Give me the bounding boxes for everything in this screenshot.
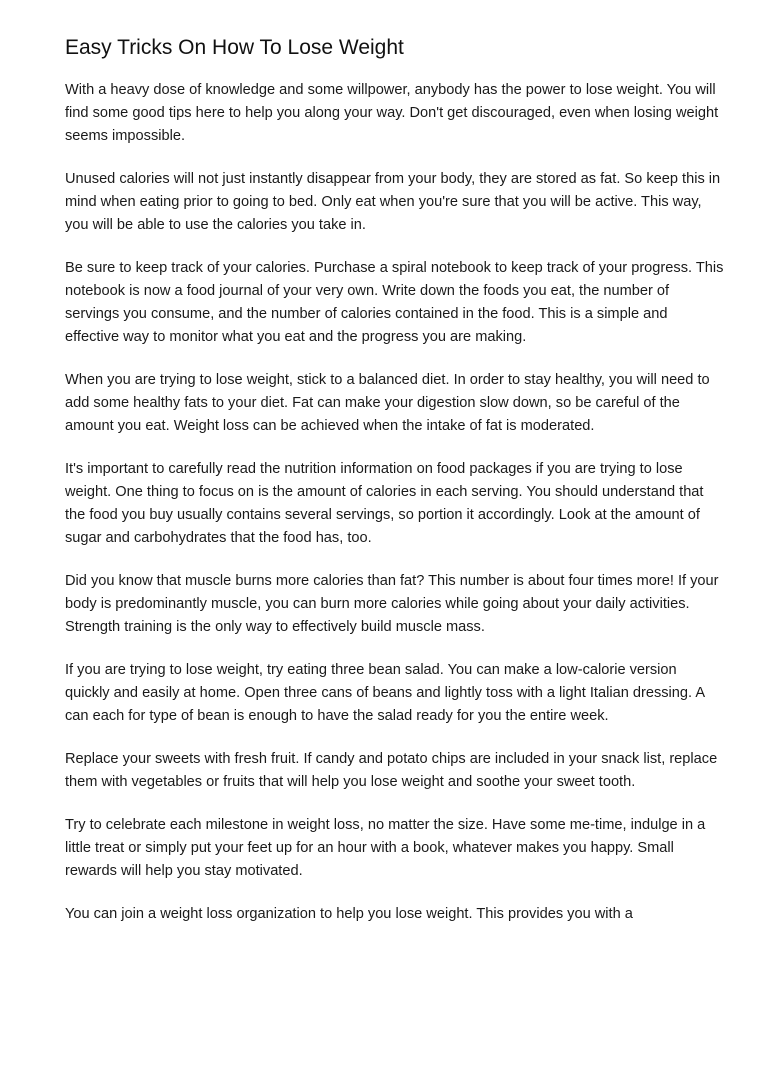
paragraph-3: Be sure to keep track of your calories. Purchase a spiral notebook to keep track of your progress. This notebook is now a food journal of your very own. Write down the foods you eat, the number of servings you consume, and the number of calories contained in the food. This is a simple and effective way to monitor what you eat and the progress you are making. [65,260,724,345]
document-title: Easy Tricks On How To Lose Weight [65,36,404,59]
paragraph-6: Did you know that muscle burns more calories than fat? This number is about four times more! If your body is predominantly muscle, you can burn more calories while going about your daily activities. Strength training is the only way to effectively build muscle mass. [65,573,719,635]
paragraph-10: You can join a weight loss organization to help you lose weight. This provides you with a [65,906,633,922]
paragraph-5: It's important to carefully read the nutrition information on food packages if you are trying to lose weight. One thing to focus on is the amount of calories in each serving. You should understand that the food you buy usually contains several servings, so portion it accordingly. Look at the amount of sugar and carbohydrates that the food has, too. [65,461,704,546]
paragraph-8: Replace your sweets with fresh fruit. If candy and potato chips are included in your snack list, replace them with vegetables or fruits that will help you lose weight and soothe your sweet tooth. [65,751,718,790]
paragraph-7: If you are trying to lose weight, try eating three bean salad. You can make a low-calorie version quickly and easily at home. Open three cans of beans and lightly toss with a light Italian dressing. A can each for type of bean is enough to have the salad ready for you the entire week. [65,662,705,724]
paragraph-1: With a heavy dose of knowledge and some willpower, anybody has the power to lose weight. You will find some good tips here to help you along your way. Don't get discouraged, even when losing weight seems impossible. [65,82,719,144]
paragraph-2: Unused calories will not just instantly disappear from your body, they are stored as fat. So keep this in mind when eating prior to going to bed. Only eat when you're sure that you will be active. This way, you will be able to use the calories you take in. [65,171,721,233]
paragraph-9: Try to celebrate each milestone in weight loss, no matter the size. Have some me-time, indulge in a little treat or simply put your feet up for an hour with a book, whatever makes you happy. Small rewards will help you stay motivated. [65,817,706,879]
paragraph-4: When you are trying to lose weight, stick to a balanced diet. In order to stay healthy, you will need to add some healthy fats to your diet. Fat can make your digestion slow down, so be careful of the amount you eat. Weight loss can be achieved when the intake of fat is moderated. [65,372,710,434]
document-page [65,34,725,946]
